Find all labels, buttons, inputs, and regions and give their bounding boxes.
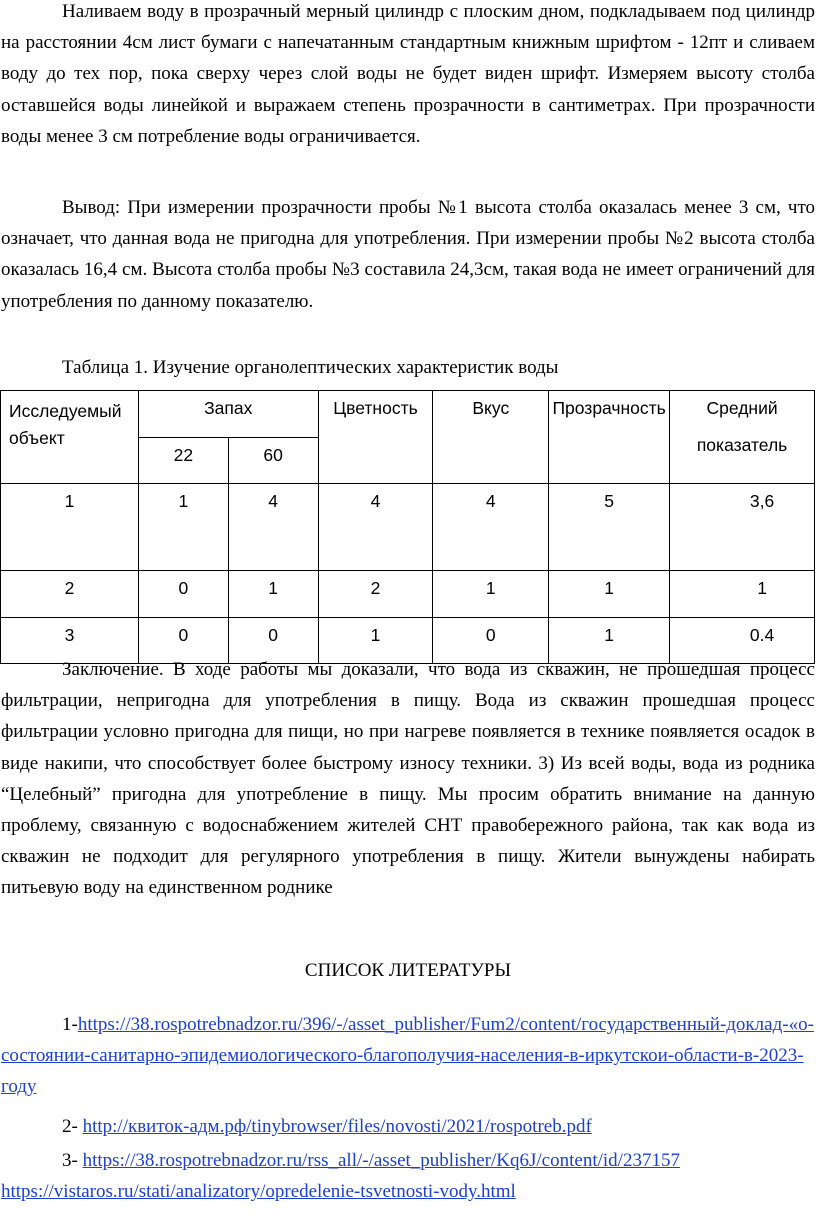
conclusion-transparency-paragraph: Вывод: При измерении прозрачности пробы №1 высота столба оказалась менее 3 см, что означает, что данная вода не пригодна для употребления. При измерении пробы №2 высота столба оказалась 16,4 см. Высота столба пробы №3 составила 24,3см, такая вода не имеет ограничений для употребления по данному показателю. [1, 197, 815, 312]
organoleptic-table [0, 390, 815, 664]
header-smell: Запах [138, 391, 318, 438]
row-cell: 4 [433, 484, 549, 571]
reference-link[interactable]: https://38.rospotrebnadzor.ru/rss_all/-/asset_publisher/Kq6J/content/id/237157 [82, 1150, 680, 1171]
row-cell: 4 [318, 484, 433, 571]
row-cell: 2 [318, 571, 433, 618]
header-taste: Вкус [433, 391, 549, 484]
reference-item [1, 1009, 815, 1102]
method-paragraph: Наливаем воду в прозрачный мерный цилиндр с плоским дном, подкладываем под цилиндр на расстоянии 4см лист бумаги с напечатанным стандартным книжным шрифтом - 12пт и сливаем воду до тех пор, пока сверху через слой воды не будет виден шрифт. Измеряем высоту столба оставшейся воды линейкой и выражаем степень прозрачности в сантиметрах. При прозрачности воды менее 3 см потребление воды ограничивается. [1, 1, 815, 147]
references-title: СПИСОК ЛИТЕРАТУРЫ [304, 960, 512, 981]
header-smell-22: 22 [138, 438, 228, 484]
header-smell-60: 60 [228, 438, 318, 484]
header-object: Исследуемый объект [1, 391, 139, 484]
reference-number: 3- [62, 1150, 83, 1171]
header-transparency: Прозрачность [549, 391, 670, 484]
final-conclusion-paragraph: Заключение. В ходе работы мы доказали, что вода из скважин, не прошедшая процесс фильтрации, непригодна для употребления в пищу. Вода из скважин прошедшая процесс фильтрации условно пригодна для пищи, но при нагреве появляется в технике появляется осадок в виде накипи, что способствует более быстрому износу техники. 3) Из всей воды, вода из родника “Целебный” пригодна для употребление в пищу. Мы просим обратить внимание на данную проблему, связанную с водоснабжением жителей СНТ правобережного района, так как вода из скважин не подходит для регулярного употребления в пищу. Жители вынуждены набирать питьевую воду на единственном роднике [1, 659, 815, 899]
table-caption: Таблица 1. Изучение органолептических характеристик воды [62, 357, 559, 378]
row-cell: 3 [1, 618, 139, 664]
row-cell: 1 [228, 571, 318, 618]
row-cell: 4 [228, 484, 318, 571]
row-cell: 0.4 [670, 618, 815, 664]
row-cell: 0 [138, 571, 228, 618]
reference-item [1, 1111, 815, 1142]
row-cell: 0 [138, 618, 228, 664]
row-cell: 1 [138, 484, 228, 571]
row-cell: 1 [433, 571, 549, 618]
reference-number: 1- [62, 1014, 78, 1035]
table-row [1, 571, 815, 618]
row-cell: 0 [228, 618, 318, 664]
reference-number: 2- [62, 1116, 83, 1137]
row-cell: 1 [549, 618, 670, 664]
row-cell: 2 [1, 571, 139, 618]
row-cell: 1 [549, 571, 670, 618]
reference-item [1, 1145, 815, 1207]
row-cell: 0 [433, 618, 549, 664]
row-cell: 1 [670, 571, 815, 618]
row-cell: 3,6 [670, 484, 815, 571]
row-cell: 1 [1, 484, 139, 571]
reference-link[interactable]: https://38.rospotrebnadzor.ru/396/-/asset_publisher/Fum2/content/государственный-доклад-«о-состоянии-санитарно-эпидемиологического-благополучия-населения-в-иркутскои-области-в-2023-году [1, 1014, 814, 1097]
row-cell: 1 [318, 618, 433, 664]
header-color: Цветность [318, 391, 433, 484]
reference-link[interactable]: http://квиток-адм.рф/tinybrowser/files/novosti/2021/rospotreb.pdf [82, 1116, 592, 1137]
header-average: Средний показатель [670, 391, 815, 484]
reference-link-secondary[interactable]: https://vistaros.ru/stati/analizatory/opredelenie-tsvetnosti-vody.html [1, 1181, 516, 1202]
row-cell: 5 [549, 484, 670, 571]
table-row [1, 484, 815, 571]
